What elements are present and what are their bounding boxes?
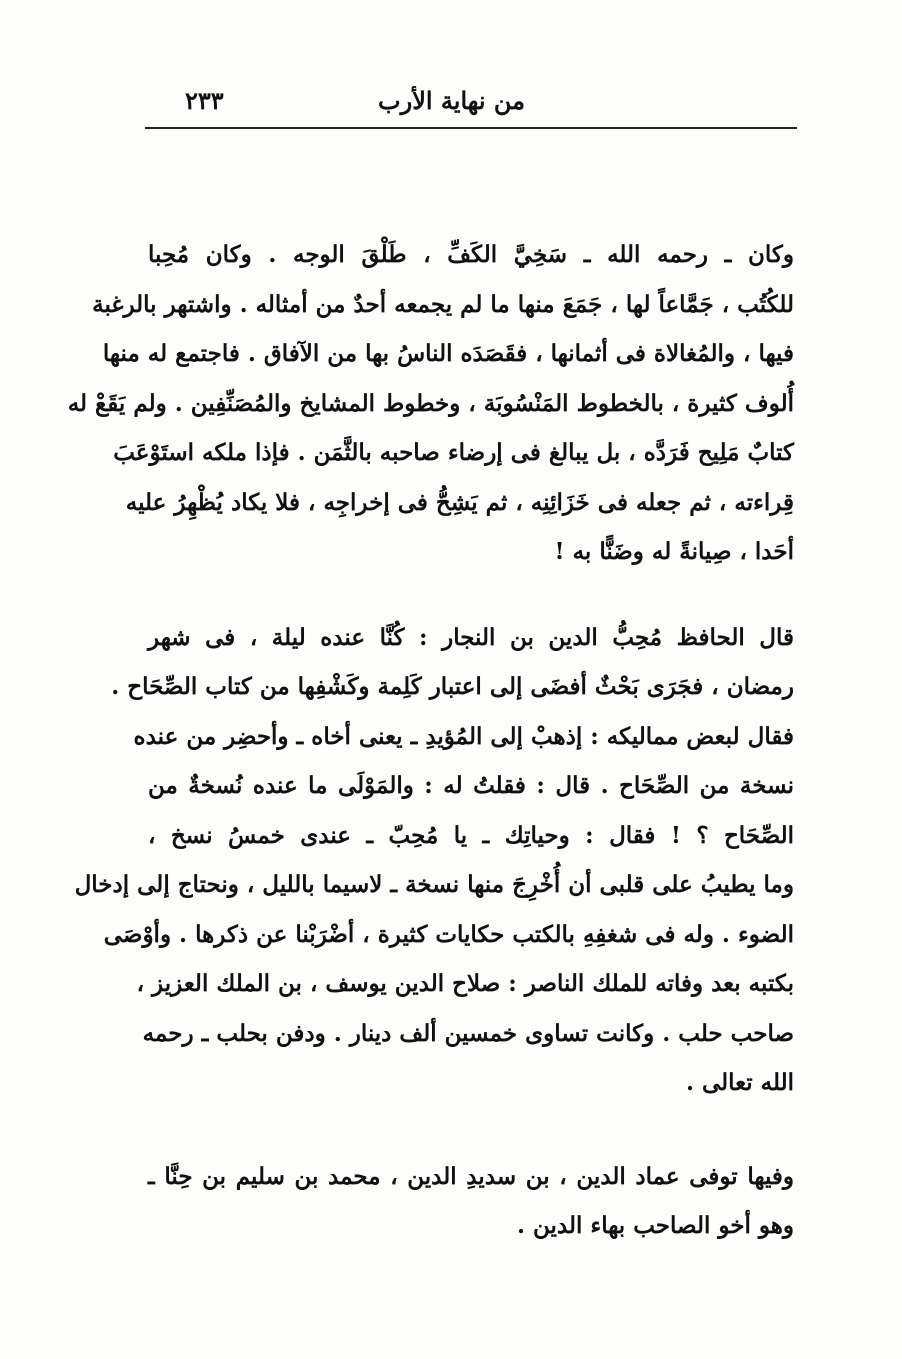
text-line: رمضان ، فجَرَى بَحْثٌ أفضَى إلى اعتبار كَلِمة وكَشْفِها من كتاب الصِّحَاح . xyxy=(111,673,794,700)
paragraph-2 xyxy=(74,613,794,1108)
running-header xyxy=(145,86,797,126)
text-line: الضوء . وله فى شغفِهِ بالكتب حكايات كثيرة ، أضْرَبْنا عن ذكرها . وأوْصَى xyxy=(103,920,794,948)
text-line: صاحب حلب . وكانت تساوى خمسين ألف دينار . ودفن بحلب ـ رحمه xyxy=(142,1019,794,1047)
text-line: بكتبه بعد وفاته للملك الناصر : صلاح الدين يوسف ، بن الملك العزيز ، xyxy=(136,970,794,997)
text-line: وهو أخو الصاحب بهاء الدين . xyxy=(516,1212,794,1239)
text-line: الصِّحَاح ؟ ! فقال : وحياتِك ـ يا مُحِبّ ـ عندى خمسُ نسخ ، xyxy=(148,821,794,849)
header-rule xyxy=(145,127,797,129)
text-line: وكان ـ رحمه الله ـ سَخِيَّ الكَفِّ ، طَلْقَ الوجه . وكان مُحِبا xyxy=(148,241,794,268)
text-line: أُلوف كثيرة ، بالخطوط المَنْسُوبَة ، وخطوط المشايخ والمُصَنِّفِين . ولم يَقَعْ له xyxy=(67,389,794,417)
text-line: فيها ، والمُغالاة فى أثمانها ، فقَصَدَه الناسُ بها من الآفاق . فاجتمع له منها xyxy=(102,340,794,367)
text-line: وما يطيبُ على قلبى أن أُخْرِجَ منها نسخة ـ لاسيما بالليل ، ونحتاج إلى إدخال xyxy=(74,871,794,898)
running-title: من نهاية الأرب xyxy=(378,86,525,115)
paragraph-gap xyxy=(148,1108,794,1152)
text-line: فقال لبعض مماليكه : إذهبْ إلى المُؤيدِ ـ يعنى أخاه ـ وأحضِر من عنده xyxy=(133,722,794,750)
paragraph-3 xyxy=(148,1152,794,1251)
text-line: الله تعالى . xyxy=(685,1069,794,1096)
text-line: نسخة من الصِّحَاح . قال : فقلتُ له : والمَوْلَى ما عنده نُسخةٌ من xyxy=(148,772,794,799)
text-line: أحَدا ، صِيانةً له وضَنًّا به ! xyxy=(554,538,794,565)
text-line: وفيها توفى عماد الدين ، بن سديدِ الدين ، محمد بن سليم بن حِنَّا ـ xyxy=(148,1162,794,1190)
page-number: ٢٣٣ xyxy=(185,86,224,115)
paragraph-gap xyxy=(148,577,794,613)
text-line: كتابٌ مَلِيح فَرَدَّه ، بل يبالغ فى إرضاء صاحبه بالثَّمَن . فإذا ملكه استَوْعَبَ xyxy=(113,439,794,466)
paragraph-1 xyxy=(67,230,794,577)
text-line: قِراءته ، ثم جعله فى خَزَائِنِه ، ثم يَشِحُّ فى إخراجِه ، فلا يكاد يُظْهِرُ عليه xyxy=(125,488,794,516)
page-body xyxy=(67,230,794,1251)
text-line: قال الحافظ مُحِبُّ الدين بن النجار : كُنَّا عنده ليلة ، فى شهر xyxy=(148,623,794,651)
text-line: للكُتُب ، جَمَّاعاً لها ، جَمَعَ منها ما لم يجمعه أحدٌ من أمثاله . واشتهر بالرغبة xyxy=(92,290,794,318)
